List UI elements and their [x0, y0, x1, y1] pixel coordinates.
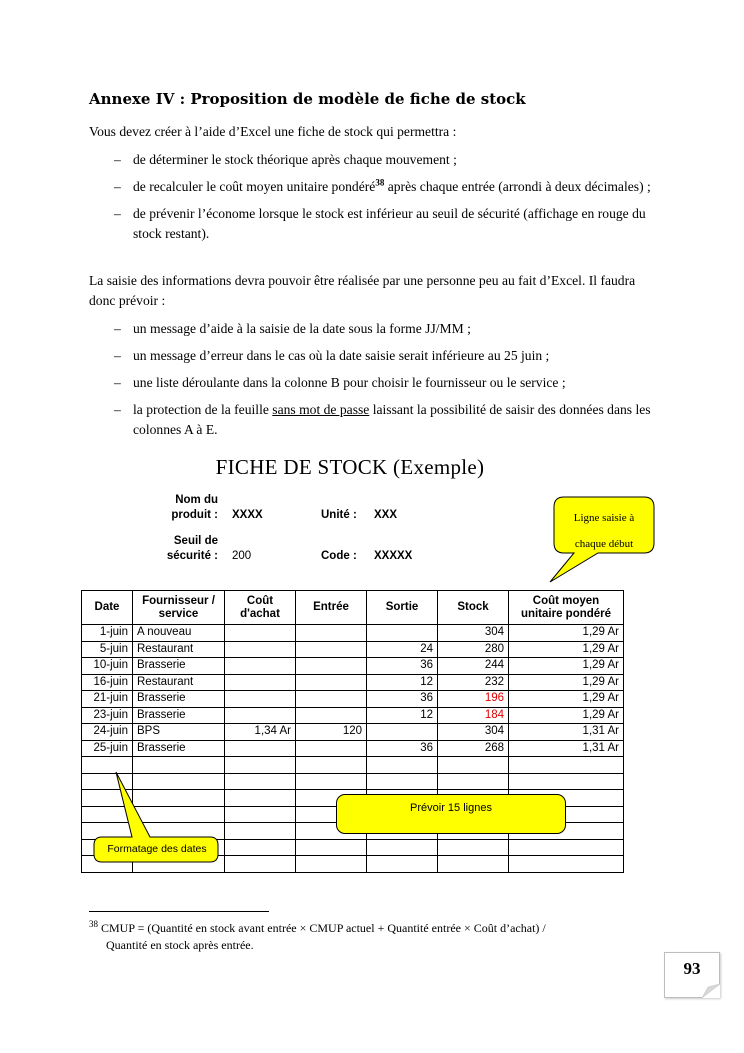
list-item: – un message d’aide à la saisie de la date sous la forme JJ/MM ;	[114, 321, 471, 336]
cell-cout	[225, 641, 296, 658]
cell-empty	[225, 806, 296, 823]
cell-date: 21-juin	[82, 691, 133, 708]
list-item: – de prévenir l’économe lorsque le stock est inférieur au seuil de sécurité (affichage en rouge du stock restant).	[114, 206, 646, 241]
cell-empty	[438, 773, 509, 790]
cell-cmup: 1,31 Ar	[509, 740, 624, 757]
cell-empty	[438, 757, 509, 774]
cell-stock: 268	[438, 740, 509, 757]
cell-empty	[438, 839, 509, 856]
cell-empty	[225, 790, 296, 807]
cell-stock: 244	[438, 658, 509, 675]
table-row	[82, 691, 624, 708]
cell-sortie: 12	[367, 674, 438, 691]
cell-cout	[225, 658, 296, 675]
list-item: – une liste déroulante dans la colonne B pour choisir le fournisseur ou le service ;	[114, 375, 566, 390]
cell-fournisseur: Brasserie	[133, 707, 225, 724]
table-header-row	[82, 591, 624, 625]
list-item: – la protection de la feuille sans mot de passe laissant la possibilité de saisir des données dans les colonnes A à E.	[114, 402, 651, 437]
list-item: – de déterminer le stock théorique après chaque mouvement ;	[114, 152, 457, 167]
cell-stock: 304	[438, 724, 509, 741]
page-number: 93	[683, 959, 701, 978]
cell-empty	[296, 856, 367, 873]
cell-sortie: 36	[367, 658, 438, 675]
cell-date: 1-juin	[82, 625, 133, 642]
seuil-label: Seuil de sécurité :	[166, 535, 218, 562]
cell-cout: 1,34 Ar	[225, 724, 296, 741]
cell-sortie: 36	[367, 691, 438, 708]
table-row	[82, 707, 624, 724]
cell-fournisseur: Restaurant	[133, 641, 225, 658]
table-row	[82, 641, 624, 658]
code-value: XXXXX	[374, 550, 413, 562]
header-entree: Entrée	[296, 591, 367, 625]
cell-sortie	[367, 625, 438, 642]
cell-sortie: 12	[367, 707, 438, 724]
table-row	[82, 674, 624, 691]
cell-empty	[509, 773, 624, 790]
cell-cmup: 1,29 Ar	[509, 658, 624, 675]
cell-sortie	[367, 724, 438, 741]
header-date: Date	[82, 591, 133, 625]
code-label: Code :	[321, 550, 357, 562]
cell-empty	[225, 856, 296, 873]
page-number-box	[664, 952, 720, 998]
cell-empty	[225, 839, 296, 856]
cell-empty	[225, 757, 296, 774]
page-curl-icon	[702, 984, 720, 998]
header-fournisseur: Fournisseur / service	[133, 591, 225, 625]
cell-empty	[296, 839, 367, 856]
cell-date: 5-juin	[82, 641, 133, 658]
cell-cout	[225, 625, 296, 642]
cell-cmup: 1,29 Ar	[509, 707, 624, 724]
table-row	[82, 724, 624, 741]
cell-empty	[296, 757, 367, 774]
bullet-list-requirements	[89, 319, 659, 447]
list-item: – de recalculer le coût moyen unitaire pondéré$^{38}$ après chaque entrée (arrondi à deux décimales) ;	[114, 177, 651, 194]
cell-cout	[225, 740, 296, 757]
footnote: $^{38}$ CMUP = (Quantité en stock avant entrée × CMUP actuel + Quantité entrée × Coût d’achat) / Quantité en stock après entrée.	[89, 919, 546, 952]
cell-cmup: 1,29 Ar	[509, 691, 624, 708]
table-row	[82, 658, 624, 675]
cell-empty	[367, 856, 438, 873]
saisie-paragraph: La saisie des informations devra pouvoir être réalisée par une personne peu au fait d’Excel. Il faudra donc prévoir :	[89, 273, 636, 308]
cell-stock: 184	[438, 707, 509, 724]
callout-formatage-dates: Formatage des dates	[107, 843, 207, 855]
bullet-list-objectives	[89, 150, 659, 251]
header-cout-achat: Coût d'achat	[225, 591, 296, 625]
cell-entree	[296, 674, 367, 691]
page-heading: Annexe IV : Proposition de modèle de fiche de stock	[89, 90, 526, 108]
cell-entree	[296, 691, 367, 708]
callout-prevoir-lignes: Prévoir 15 lignes	[336, 794, 566, 834]
cell-stock: 232	[438, 674, 509, 691]
header-sortie: Sortie	[367, 591, 438, 625]
cell-date: 10-juin	[82, 658, 133, 675]
cell-cmup: 1,31 Ar	[509, 724, 624, 741]
table-row	[82, 740, 624, 757]
seuil-value: 200	[232, 550, 252, 562]
header-cmup: Coût moyen unitaire pondéré	[509, 591, 624, 625]
cell-entree	[296, 707, 367, 724]
cell-sortie: 36	[367, 740, 438, 757]
cell-empty	[225, 773, 296, 790]
cell-date: 24-juin	[82, 724, 133, 741]
cell-date: 16-juin	[82, 674, 133, 691]
intro-paragraph: Vous devez créer à l’aide d’Excel une fiche de stock qui permettra :	[89, 124, 457, 139]
cell-fournisseur: Brasserie	[133, 658, 225, 675]
cell-cout	[225, 707, 296, 724]
cell-empty	[367, 773, 438, 790]
list-item: – un message d’erreur dans le cas où la date saisie serait inférieure au 25 juin ;	[114, 348, 550, 363]
cell-cmup: 1,29 Ar	[509, 674, 624, 691]
header-stock: Stock	[438, 591, 509, 625]
nom-produit-label: Nom du produit :	[171, 494, 218, 521]
cell-entree	[296, 740, 367, 757]
cell-empty	[509, 839, 624, 856]
cell-cmup: 1,29 Ar	[509, 625, 624, 642]
nom-produit-value: XXXX	[232, 509, 263, 521]
footnote-ref: 38	[375, 177, 385, 188]
fiche-title: FICHE DE STOCK (Exemple)	[215, 455, 485, 479]
unite-label: Unité :	[321, 509, 357, 521]
cell-date: 23-juin	[82, 707, 133, 724]
cell-entree	[296, 641, 367, 658]
cell-fournisseur: BPS	[133, 724, 225, 741]
cell-cmup: 1,29 Ar	[509, 641, 624, 658]
cell-fournisseur: Brasserie	[133, 740, 225, 757]
cell-stock: 196	[438, 691, 509, 708]
cell-empty	[438, 856, 509, 873]
cell-stock: 304	[438, 625, 509, 642]
cell-cout	[225, 674, 296, 691]
cell-entree	[296, 658, 367, 675]
cell-empty	[367, 757, 438, 774]
table-row	[82, 625, 624, 642]
cell-entree	[296, 625, 367, 642]
cell-empty	[296, 773, 367, 790]
callout-ligne-saisie: Ligne saisie à chaque début	[573, 512, 635, 550]
unite-value: XXX	[374, 509, 398, 521]
cell-empty	[509, 757, 624, 774]
cell-entree: 120	[296, 724, 367, 741]
cell-empty	[367, 839, 438, 856]
cell-stock: 280	[438, 641, 509, 658]
cell-date: 25-juin	[82, 740, 133, 757]
cell-sortie: 24	[367, 641, 438, 658]
cell-fournisseur: Restaurant	[133, 674, 225, 691]
cell-cout	[225, 691, 296, 708]
cell-fournisseur: A nouveau	[133, 625, 225, 642]
cell-empty	[225, 823, 296, 840]
cell-empty	[509, 856, 624, 873]
cell-fournisseur: Brasserie	[133, 691, 225, 708]
footnote-divider	[89, 911, 269, 912]
